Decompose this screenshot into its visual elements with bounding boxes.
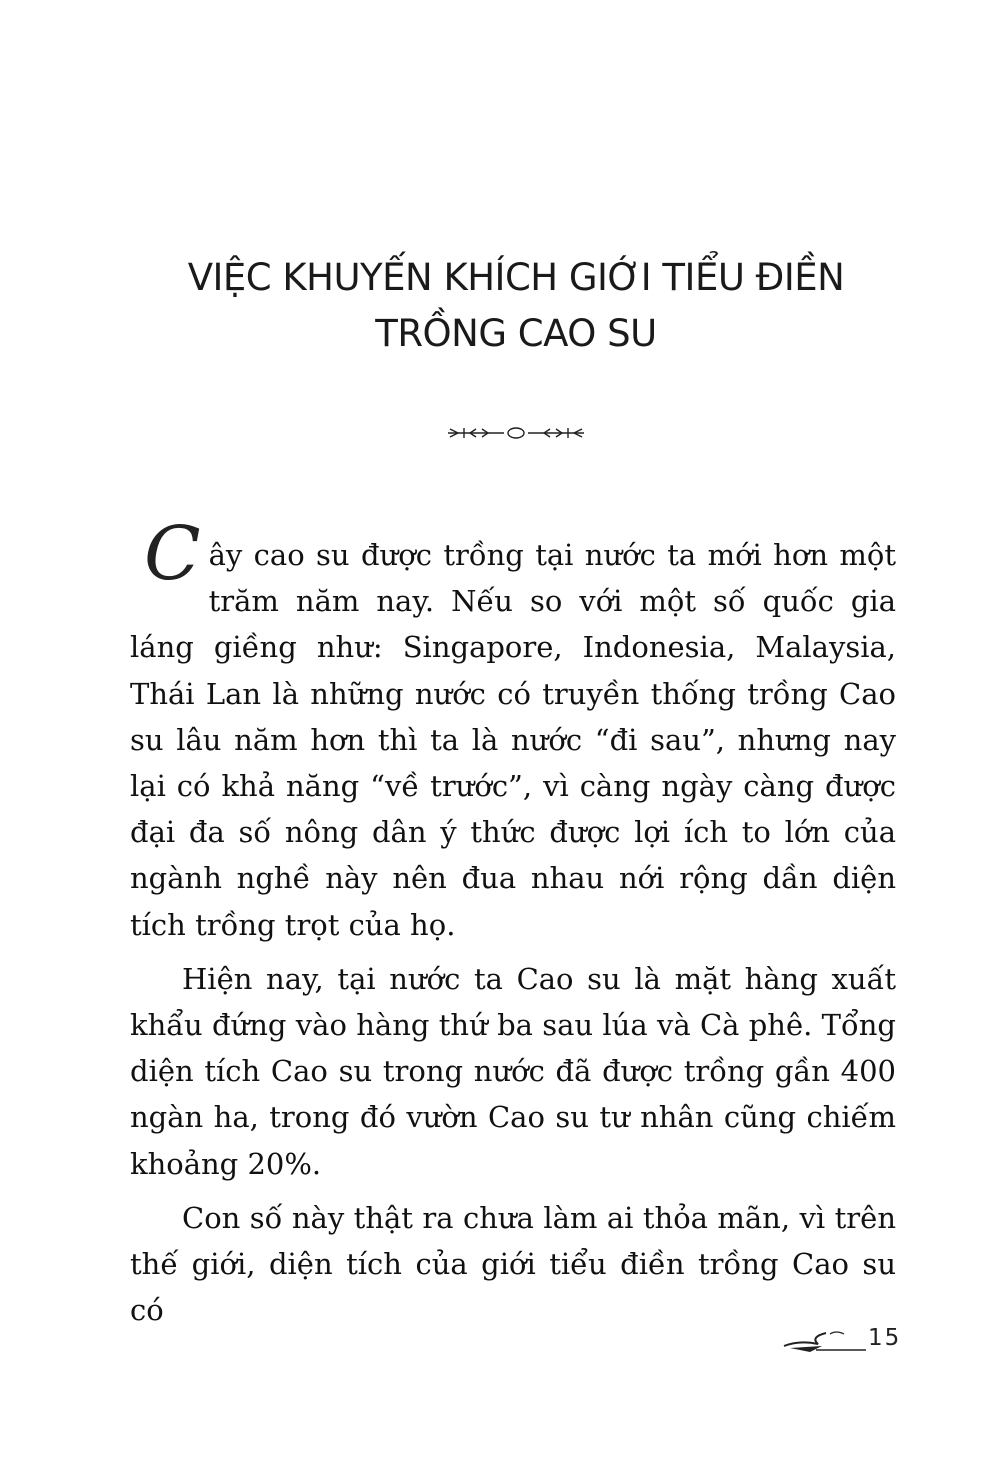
drop-cap: C [144, 511, 201, 597]
page-number-ornament-icon [770, 1320, 870, 1360]
body-text [130, 511, 896, 1341]
paragraph-3: Con số này thật ra chưa làm ai thỏa mãn, vì trên thế giới, diện tích của giới tiểu điền trồng Cao su có [130, 1200, 896, 1328]
paragraph-2: Hiện nay, tại nước ta Cao su là mặt hàng xuất khẩu đứng vào hàng thứ ba sau lúa và Cà phê. Tổng diện tích Cao su trong nước đã được trồng gần 400 ngàn ha, trong đó vườn Cao su tư nhân cũng chiếm khoảng 20%. [130, 961, 896, 1181]
chapter-title-line-2: TRỒNG CAO SU [375, 312, 657, 355]
chapter-title-line-1: VIỆC KHUYẾN KHÍCH GIỚI TIỂU ĐIỀN [187, 256, 845, 299]
page-number: 15 [868, 1325, 902, 1351]
paragraph-1-text: ây cao su được trồng tại nước ta mới hơn một trăm năm nay. Nếu so với một số quốc gia láng giềng như: Singapore, Indonesia, Malaysia, Thái Lan là những nước có truyền thống trồng Cao su lâu năm hơn thì ta là nước “đi sau”, nhưng nay lại có khả năng “về trước”, vì càng ngày càng được đại đa số nông dân ý thức được lợi ích to lớn của ngành nghề này nên đua nhau nới rộng dần diện tích trồng trọt của họ. [130, 538, 896, 942]
paragraph-1 [130, 511, 896, 948]
title-divider-ornament-icon [446, 424, 586, 442]
chapter-title [100, 250, 932, 362]
